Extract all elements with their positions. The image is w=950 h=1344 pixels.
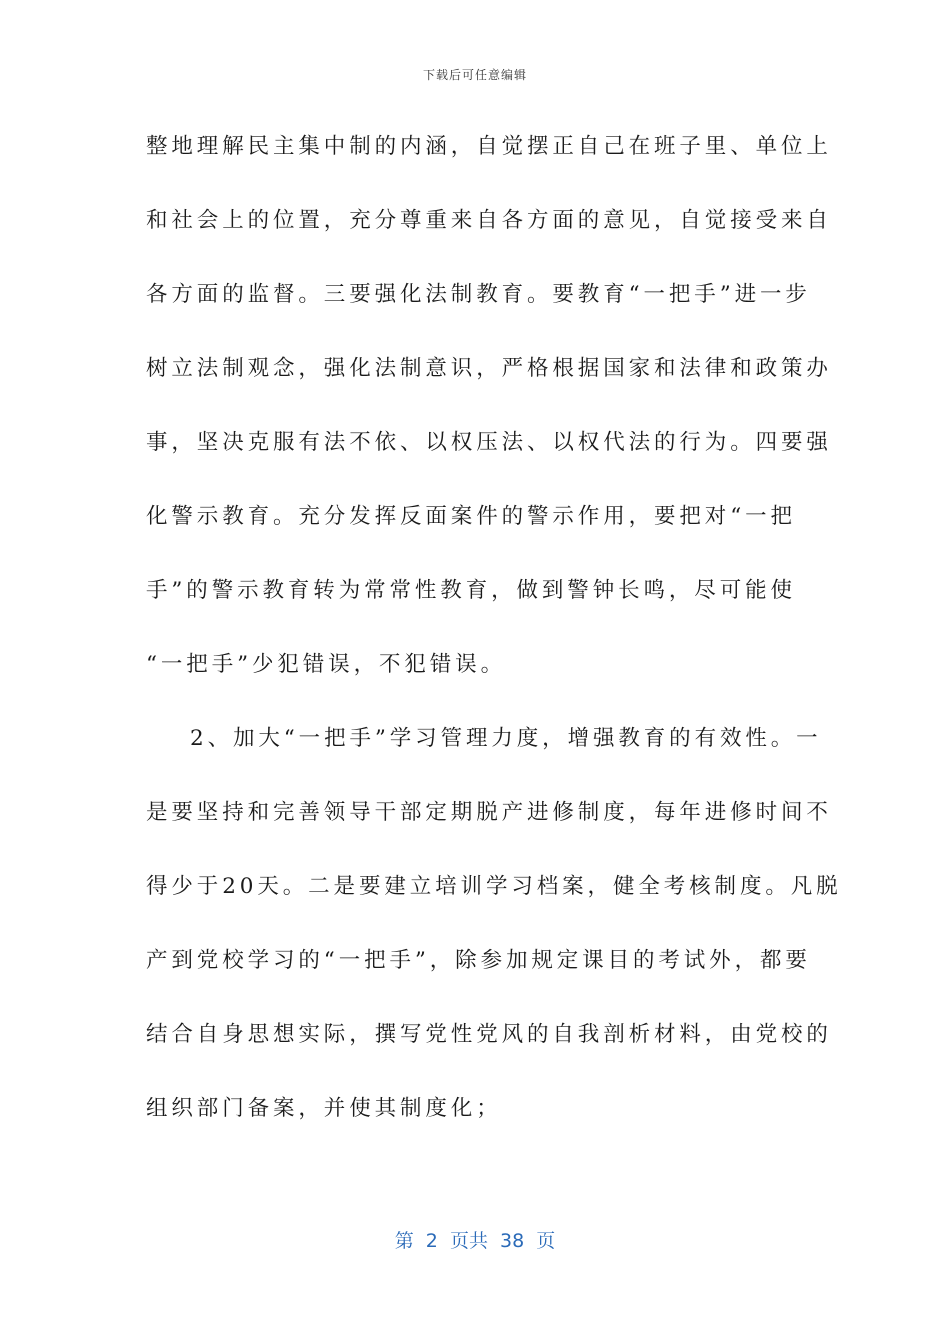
document-body: [146, 130, 842, 1166]
text-line-2: 和社会上的位置，充分尊重来自各方面的意见，自觉接受来自: [146, 208, 832, 233]
text-line-10: 是要坚持和完善领导干部定期脱产进修制度，每年进修时间不: [146, 800, 832, 825]
text-line-12: 产到党校学习的“一把手”，除参加规定课目的考试外，都要: [146, 948, 811, 973]
page-number-footer: 第 2 页共 38 页: [394, 1230, 556, 1252]
text-line-6: 化警示教育。充分发挥反面案件的警示作用，要把对“一把: [146, 504, 796, 529]
text-line-1: 整地理解民主集中制的内涵，自觉摆正自己在班子里、单位上: [146, 134, 832, 159]
text-line-14: 组织部门备案，并使其制度化；: [146, 1096, 502, 1121]
text-line-7: 手”的警示教育转为常常性教育，做到警钟长鸣，尽可能使: [146, 578, 796, 603]
text-line-3: 各方面的监督。三要强化法制教育。要教育“一把手”进一步: [146, 282, 811, 307]
text-line-5: 事，坚决克服有法不依、以权压法、以权代法的行为。四要强: [146, 430, 832, 455]
text-line-11: 得少于20天。二是要建立培训学习档案，健全考核制度。凡脱: [146, 874, 842, 899]
text-line-9: 2、加大“一把手”学习管理力度，增强教育的有效性。一: [190, 726, 822, 751]
page-header: 下载后可任意编辑: [422, 68, 527, 82]
text-line-4: 树立法制观念，强化法制意识，严格根据国家和法律和政策办: [146, 356, 832, 381]
text-line-8: “一把手”少犯错误，不犯错误。: [146, 652, 506, 677]
text-line-13: 结合自身思想实际，撰写党性党风的自我剖析材料，由党校的: [146, 1022, 832, 1047]
